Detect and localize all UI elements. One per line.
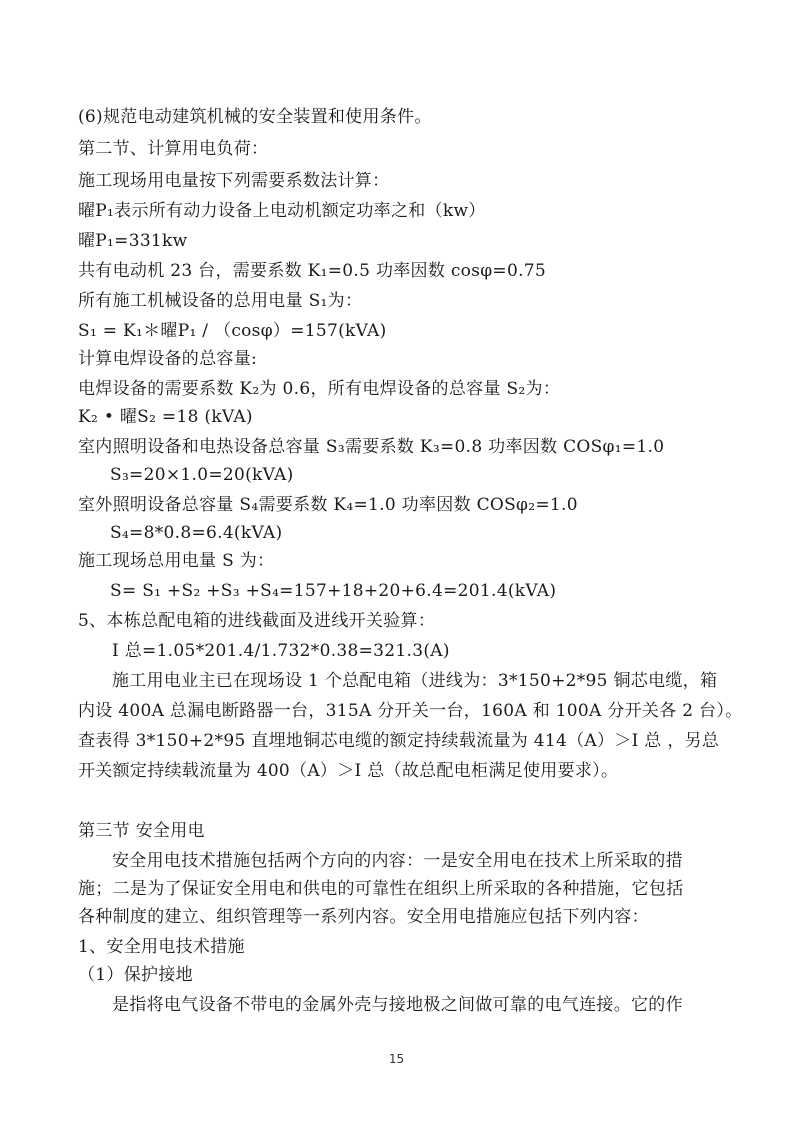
section-heading: 第三节 安全用电 <box>78 821 205 841</box>
section-heading: 第二节、计算用电负荷： <box>78 139 269 159</box>
formula-line: S₁ = K₁＊曜P₁ / （cosφ）=157(kVA) <box>78 321 387 341</box>
paragraph-line: 内设 400A 总漏电断路器一台，315A 分开关一台，160A 和 100A 分开关各 2 台）。 <box>78 701 743 721</box>
formula-line: K₂ • 曜S₂ =18 (kVA) <box>78 407 253 427</box>
section-heading: 5、本栋总配电箱的进线截面及进线开关验算： <box>78 611 436 631</box>
paragraph-line: 施工用电业主已在现场设 1 个总配电箱（进线为：3*150+2*95 铜芯电缆，箱 <box>112 671 718 691</box>
paragraph-line: 各种制度的建立、组织管理等一系列内容。安全用电措施应包括下列内容： <box>78 907 649 927</box>
subheading: （1）保护接地 <box>78 965 193 985</box>
text-line: 室外照明设备总容量 S₄需要系数 K₄=1.0 功率因数 COSφ₂=1.0 <box>78 495 578 515</box>
text-line: 施工现场总用电量 S 为： <box>78 551 275 571</box>
paragraph-line: 安全用电技术措施包括两个方向的内容：一是安全用电在技术上所采取的措 <box>112 851 683 871</box>
text-line: 计算电焊设备的总容量: <box>78 349 258 369</box>
formula-line: I 总=1.05*201.4/1.732*0.38=321.3(A) <box>112 641 450 661</box>
subheading: 1、安全用电技术措施 <box>78 937 245 957</box>
paragraph-line: 施；二是为了保证安全用电和供电的可靠性在组织上所采取的各种措施，它包括 <box>78 879 684 899</box>
paragraph-line: 查表得 3*150+2*95 直埋地铜芯电缆的额定持续载流量为 414（A）＞I 总 ，另总 <box>78 731 720 751</box>
text-line: 施工现场用电量按下列需要系数法计算： <box>78 171 390 191</box>
text-line: 共有电动机 23 台，需要系数 K₁=0.5 功率因数 cosφ=0.75 <box>78 261 547 281</box>
page-number: 15 <box>388 1052 405 1066</box>
text-line: 所有施工机械设备的总用电量 S₁为： <box>78 291 363 311</box>
paragraph-line: 开关额定持续载流量为 400（A）＞I 总（故总配电柜满足使用要求）。 <box>78 761 619 781</box>
formula-line: S₄=8*0.8=6.4(kVA) <box>110 523 283 543</box>
formula-line: S₃=20×1.0=20(kVA) <box>110 465 294 485</box>
text-line: 室内照明设备和电热设备总容量 S₃需要系数 K₃=0.8 功率因数 COSφ₁=1.0 <box>78 437 665 457</box>
text-line: 曜P₁表示所有动力设备上电动机额定功率之和（kw） <box>78 201 486 221</box>
paragraph-line: 是指将电气设备不带电的金属外壳与接地极之间做可靠的电气连接。它的作 <box>112 995 683 1015</box>
formula-line: 曜P₁=331kw <box>78 231 188 251</box>
text-line: 电焊设备的需要系数 K₂为 0.6，所有电焊设备的总容量 S₂为： <box>78 379 561 399</box>
text-line: (6)规范电动建筑机械的安全装置和使用条件。 <box>78 107 432 127</box>
formula-line: S= S₁ +S₂ +S₃ +S₄=157+18+20+6.4=201.4(kVA) <box>110 581 557 601</box>
